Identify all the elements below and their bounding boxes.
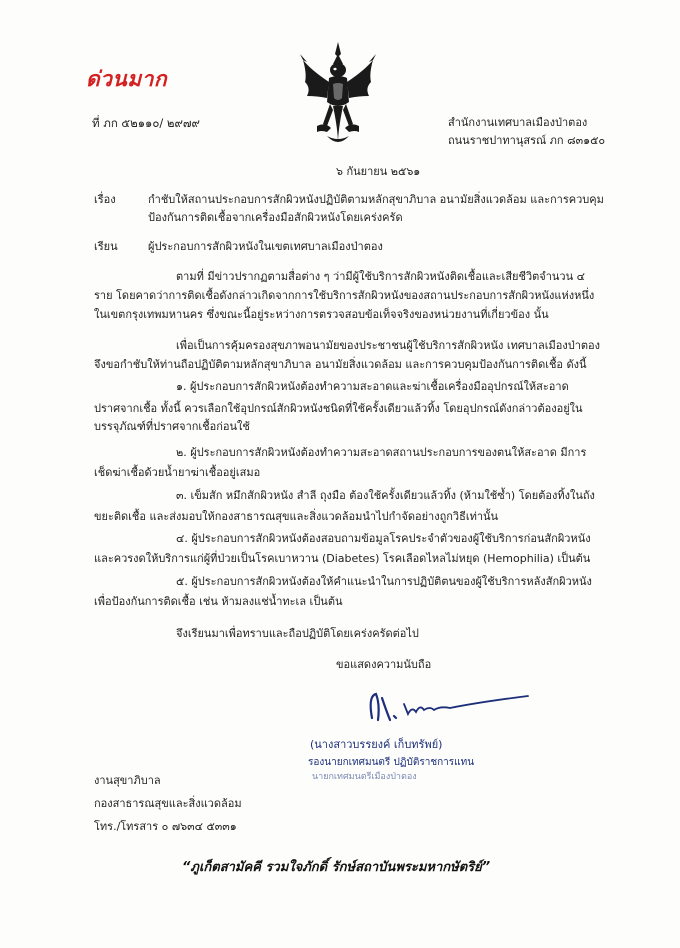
urgency-stamp: ด่วนมาก	[86, 67, 168, 91]
regards: ขอแสดงความนับถือ	[336, 658, 432, 671]
item-2-line-1: ๒. ผู้ประกอบการสักผิวหนังต้องทำความสะอาดสถานประกอบการของตนให้สะอาด มีการ	[176, 446, 587, 459]
item-2-line-2: เช็ดฆ่าเชื้อด้วยน้ำยาฆ่าเชื้ออยู่เสมอ	[94, 466, 261, 479]
item-1-line-1: ๑. ผู้ประกอบการสักผิวหนังต้องทำความสะอาดและฆ่าเชื้อเครื่องมืออุปกรณ์ให้สะอาด	[176, 380, 569, 393]
item-3-line-1: ๓. เข็มสัก หมึกสักผิวหนัง สำลี ถุงมือ ต้องใช้ครั้งเดียวแล้วทิ้ง (ห้ามใช้ซ้ำ) โดยต้องทิ้งในถัง	[176, 489, 595, 502]
item-1-line-2: ปราศจากเชื้อ ทั้งนี้ ควรเลือกใช้อุปกรณ์สักผิวหนังชนิดที่ใช้ครั้งเดียวแล้วทิ้ง โดยอุปกรณ์ดังกล่าวต้องอยู่ใน	[94, 402, 583, 415]
letter-date: ๖ กันยายน ๒๕๖๑	[336, 165, 421, 178]
office-address: ถนนราชปาทานุสรณ์ ภก ๘๓๑๕๐	[448, 134, 606, 147]
handwritten-signature	[360, 684, 530, 728]
item-4-line-1: ๔. ผู้ประกอบการสักผิวหนังต้องสอบถามข้อมูลโรคประจำตัวของผู้ใช้บริการก่อนสักผิวหนัง	[176, 532, 591, 545]
signatory-position: รองนายกเทศมนตรี ปฏิบัติราชการแทน	[308, 757, 475, 768]
contact-phone: โทร./โทรสาร ๐ ๗๖๓๔ ๕๓๓๑	[94, 820, 237, 833]
subject-line-2: ป้องกันการติดเชื้อจากเครื่องมือสักผิวหนังโดยเคร่งครัด	[148, 211, 403, 224]
office-name: สำนักงานเทศบาลเมืองป่าตอง	[448, 116, 588, 129]
signatory-name: (นางสาวบรรยงค์ เก็บทรัพย์)	[310, 738, 443, 751]
recipient-text: ผู้ประกอบการสักผิวหนังในเขตเทศบาลเมืองป่าตอง	[148, 240, 383, 253]
closing-statement: จึงเรียนมาเพื่อทราบและถือปฏิบัติโดยเคร่งครัดต่อไป	[176, 627, 419, 640]
garuda-emblem-icon	[297, 40, 379, 148]
document-number: ที่ ภก ๕๒๑๑๐/ ๒๙๗๙	[92, 116, 200, 130]
paragraph-2-line-2: จึงขอกำชับให้ท่านถือปฏิบัติตามหลักสุขาภิบาล อนามัยสิ่งแวดล้อม และการควบคุมป้องกันการติดเชื้อ ดังนี้	[94, 358, 587, 371]
footer-motto: “ภูเก็ตสามัคคี รวมใจภักดิ์ รักษ์สถาบันพระมหากษัตริย์”	[182, 860, 491, 875]
paragraph-1-line-1: ตามที่ มีข่าวปรากฏตามสื่อต่าง ๆ ว่ามีผู้ใช้บริการสักผิวหนังติดเชื้อและเสียชีวิตจำนวน ๔	[176, 270, 585, 283]
item-3-line-2: ขยะติดเชื้อ และส่งมอบให้กองสาธารณสุขและสิ่งแวดล้อมนำไปกำจัดอย่างถูกวิธีเท่านั้น	[94, 510, 499, 523]
item-1-line-3: บรรจุภัณฑ์ที่ปราศจากเชื้อก่อนใช้	[94, 420, 250, 433]
item-5-line-1: ๕. ผู้ประกอบการสักผิวหนังต้องให้คำแนะนำในการปฏิบัติตนของผู้ใช้บริการหลังสักผิวหนัง	[176, 575, 592, 588]
item-5-line-2: เพื่อป้องกันการติดเชื้อ เช่น ห้ามลงแช่น้ำทะเล เป็นต้น	[94, 595, 343, 608]
item-4-line-2: และควรงดให้บริการแก่ผู้ที่ป่วยเป็นโรคเบาหวาน (Diabetes) โรคเลือดไหลไม่หยุด (Hemophilia) เป็นต้น	[94, 552, 591, 565]
paragraph-1-line-2: ราย โดยคาดว่าการติดเชื้อดังกล่าวเกิดจากการใช้บริการสักผิวหนังของสถานประกอบการสักผิวหนังแห่งหนึ่ง	[94, 289, 595, 302]
subject-label: เรื่อง	[94, 193, 116, 206]
subject-line-1: กำชับให้สถานประกอบการสักผิวหนังปฏิบัติตามหลักสุขาภิบาล อนามัยสิ่งแวดล้อม และการควบคุม	[148, 193, 604, 206]
division-name: งานสุขาภิบาล	[94, 774, 161, 787]
recipient-label: เรียน	[94, 240, 118, 253]
department-name: กองสาธารณสุขและสิ่งแวดล้อม	[94, 797, 242, 810]
paragraph-2-line-1: เพื่อเป็นการคุ้มครองสุขภาพอนามัยของประชาชนผู้ใช้บริการสักผิวหนัง เทศบาลเมืองป่าตอง	[176, 339, 601, 352]
paragraph-1-line-3: ในเขตกรุงเทพมหานคร ซึ่งขณะนี้อยู่ระหว่างการตรวจสอบข้อเท็จจริงของหน่วยงานที่เกี่ยวข้อง นั้น	[94, 308, 549, 321]
signatory-position-2: นายกเทศมนตรีเมืองป่าตอง	[312, 772, 417, 782]
